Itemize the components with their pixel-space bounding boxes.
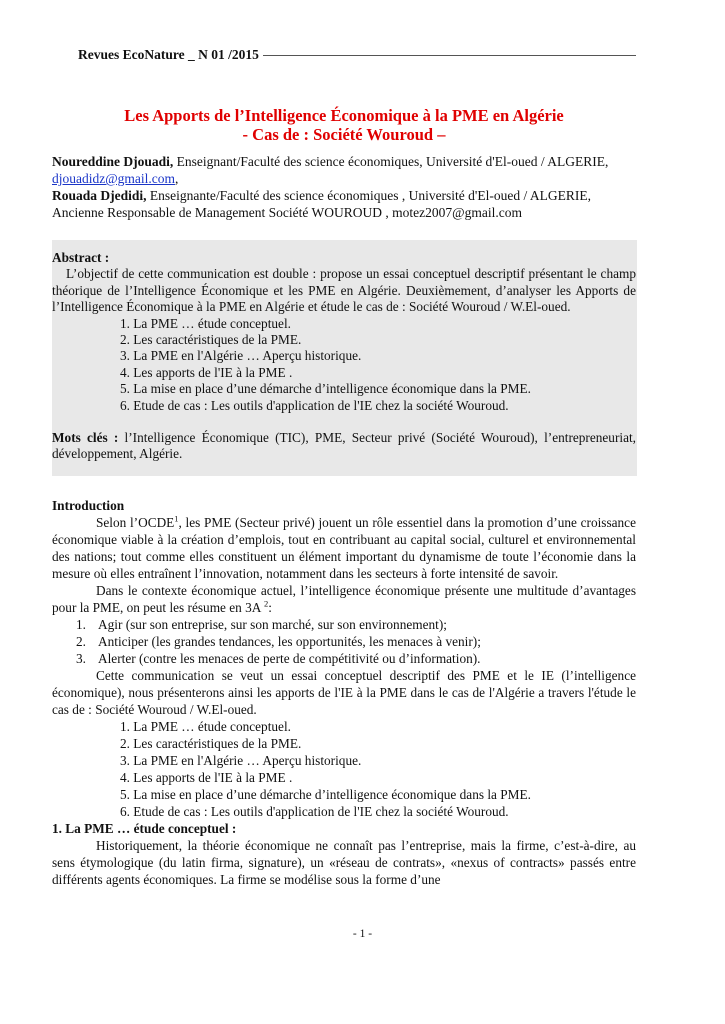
list-item: 1. La PME … étude conceptuel. <box>120 315 291 331</box>
keywords-label: Mots clés : <box>52 430 119 446</box>
list-item: 5. La mise en place d’une démarche d’intelligence économique dans la PME. <box>120 787 531 802</box>
list-item: 2. Les caractéristiques de la PME. <box>120 736 302 751</box>
author-2 <box>52 187 636 221</box>
list-item: 4. Les apports de l'IE à la PME . <box>120 364 293 380</box>
paragraph: Selon l’OCDE$^1$, les PME (Secteur privé) jouent un rôle essentiel dans la promotion d’une croissance économique viable à la création d’emplois, tout en contribuant au capital social, culturel et environnemental des nations; tout comme elles constituent un élément important du dynamisme de toute l’économie dans la mesure où elles entraînent l’innovation, notamment dans les secteurs à forte intensité de savoir. <box>52 513 636 581</box>
title-line-2: - Cas de : Société Wouroud – <box>242 125 446 144</box>
section-heading: Introduction <box>52 498 125 513</box>
running-header <box>78 45 636 65</box>
abstract-heading: Abstract : <box>52 250 110 265</box>
keywords-text: l’Intelligence Économique (TIC), PME, Secteur privé (Société Wouroud), l’entrepreneuriat, développement, Algérie. <box>52 430 636 462</box>
authors-block <box>52 153 636 221</box>
list-item: 6. Etude de cas : Les outils d'application de l'IE chez la société Wouroud. <box>120 804 509 819</box>
footnote-ref[interactable]: 2 <box>263 598 269 609</box>
author-1: Noureddine Djouadi, Enseignant/Faculté des science économiques, Université d'El-oued / ALGERIE, djouadidz@gmail.com, <box>52 154 609 186</box>
author-affiliation: Enseignante/Faculté des science économiques , Université d'El-oued / ALGERIE, Ancienne Responsable de Management Société WOUROUD , motez2007@gmail.com <box>52 188 591 220</box>
paragraph: Dans le contexte économique actuel, l’intelligence économique présente une multitude d’avantages pour la PME, on peut les résume en 3A $^2$: <box>52 583 636 615</box>
journal-name: Revues EcoNature _ N 01 /2015 <box>78 47 259 62</box>
footnote-ref[interactable]: 1 <box>174 513 179 524</box>
list-item: 3. Alerter (contre les menaces de perte de compétitivité ou d’information). <box>76 651 481 666</box>
list-item: 5. La mise en place d’une démarche d’intelligence économique dans la PME. <box>120 381 531 397</box>
abstract-text: L’objectif de cette communication est double : propose un essai conceptuel descriptif présentant le champ théorique de l’Intelligence Économique et les PME en Algérie. Deuxièmement, d’analyser les Apports de l’Intelligence Économique à la PME en Algérie et étude le cas de : Société Wouroud / W.El-oued. <box>52 266 636 315</box>
list-item: 2. Les caractéristiques de la PME. <box>120 332 302 348</box>
author-name: Rouada Djedidi, <box>52 188 147 203</box>
author-name: Noureddine Djouadi, <box>52 154 174 169</box>
list-item: 3. La PME en l'Algérie … Aperçu historique. <box>120 348 362 364</box>
list-item: 6. Etude de cas : Les outils d'application de l'IE chez la société Wouroud. <box>120 397 509 413</box>
page-number: - 1 - <box>352 928 373 940</box>
title-line-1: Les Apports de l’Intelligence Économique à la PME en Algérie <box>124 106 564 125</box>
list-item: 3. La PME en l'Algérie … Aperçu historique. <box>120 753 362 768</box>
paragraph: Historiquement, la théorie économique ne connaît pas l’entreprise, mais la firme, c’est-à-dire, au sens étymologique (du latin firma, signature), un «réseau de contrats», «nexus of contracts» passés entre différents agents économiques. La firme se modélise sous la forme d’une <box>52 838 636 887</box>
list-item: 2. Anticiper (les grandes tendances, les opportunités, les menaces à venir); <box>76 634 481 649</box>
abstract-outline <box>52 316 636 414</box>
author-affiliation: Enseignant/Faculté des science économiques, Université d'El-oued / ALGERIE, <box>173 154 609 169</box>
list-item: 4. Les apports de l'IE à la PME . <box>120 770 293 785</box>
paper-title <box>52 106 636 144</box>
abstract-box <box>52 240 637 476</box>
three-a-list <box>52 616 636 667</box>
keywords <box>52 430 636 463</box>
paragraph: Cette communication se veut un essai conceptuel descriptif des PME et le IE (l’intelligence économique), nous présenterons ainsi les apports de l'IE à la PME dans le cas de l'Algérie a travers l'étude le cas de : Société Wouroud / W.El-oued. <box>52 668 636 717</box>
list-item: 1. La PME … étude conceptuel. <box>120 719 291 734</box>
list-item: 1. Agir (sur son entreprise, sur son marché, sur son environnement); <box>76 617 447 632</box>
author-email-link[interactable]: djouadidz@gmail.com <box>52 171 176 186</box>
body-text <box>52 497 636 888</box>
plan-list <box>52 718 636 820</box>
section-heading: 1. La PME … étude conceptuel : <box>52 821 237 836</box>
header-rule <box>263 55 636 56</box>
